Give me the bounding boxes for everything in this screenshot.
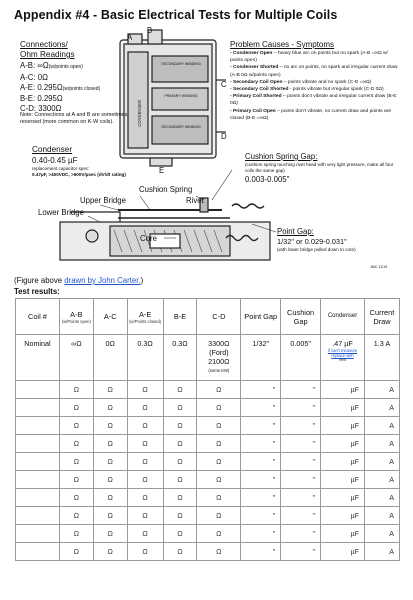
- problem-item: - Condenser Shorted – no arc on points, no spark and irregular current draw (A-B 0Ω w/points open): [230, 65, 398, 78]
- john-carter-link[interactable]: drawn by John Carter.: [64, 276, 141, 285]
- cell-ae-blank[interactable]: Ω: [127, 381, 163, 399]
- cell-ae-blank[interactable]: Ω: [127, 525, 163, 543]
- drawing-credit: JMC 11/19: [370, 265, 388, 269]
- cell-ae-blank[interactable]: Ω: [127, 399, 163, 417]
- reading-ac: A-C: 0Ω: [20, 72, 48, 82]
- cell-current-draw-blank[interactable]: A: [364, 417, 399, 435]
- cell-ab-blank[interactable]: Ω: [59, 417, 93, 435]
- cell-be-blank[interactable]: Ω: [163, 489, 197, 507]
- cell-ab-blank[interactable]: Ω: [59, 399, 93, 417]
- cell-point-gap-blank[interactable]: ": [241, 525, 281, 543]
- cell-current-draw-blank[interactable]: A: [364, 453, 399, 471]
- col-current-draw: Current Draw: [364, 299, 399, 335]
- cell-cd-blank[interactable]: Ω: [197, 507, 241, 525]
- table-row: [16, 525, 400, 543]
- cell-condenser-blank[interactable]: µF: [321, 543, 365, 561]
- col-point-gap: Point Gap: [241, 299, 281, 335]
- terminal-b-label: B: [147, 26, 153, 35]
- cell-coil[interactable]: [16, 489, 60, 507]
- cushion-gap-heading: Cushion Spring Gap:: [245, 152, 318, 161]
- cell-coil[interactable]: [16, 525, 60, 543]
- terminal-e-label: E: [159, 166, 165, 175]
- cell-ab-blank[interactable]: Ω: [59, 453, 93, 471]
- cell-coil[interactable]: [16, 435, 60, 453]
- cell-ac-blank[interactable]: Ω: [93, 471, 127, 489]
- cell-ac-blank[interactable]: Ω: [93, 381, 127, 399]
- cell-point-gap-blank[interactable]: ": [241, 453, 281, 471]
- cell-point-gap-blank[interactable]: ": [241, 471, 281, 489]
- cell-ae-blank[interactable]: Ω: [127, 453, 163, 471]
- test-results-table: [15, 298, 400, 561]
- cell-current-draw-blank[interactable]: A: [364, 489, 399, 507]
- cell-cushion-gap: 0.005": [281, 335, 321, 381]
- cell-current-draw-blank[interactable]: A: [364, 507, 399, 525]
- cell-coil[interactable]: [16, 399, 60, 417]
- reading-ab: A-B: ∞Ω(w/points open): [20, 61, 83, 70]
- condenser-heading: Condenser: [32, 145, 73, 154]
- cell-be-blank[interactable]: Ω: [163, 381, 197, 399]
- cell-condenser-blank[interactable]: µF: [321, 471, 365, 489]
- point-gap-value: 1/32" or 0.029-0.031": [277, 237, 347, 246]
- problem-item: - Primary Coil Open – points don't vibrate, no current draw and points are closed (B-E =∞Ω): [230, 108, 392, 121]
- reading-be: B-E: 0.295Ω: [20, 94, 63, 104]
- cell-current-draw-blank[interactable]: A: [364, 525, 399, 543]
- cell-be-blank[interactable]: Ω: [163, 399, 197, 417]
- condenser-side-label: CONDENSER: [137, 100, 142, 127]
- cell-point-gap-blank[interactable]: ": [241, 543, 281, 561]
- terminal-d-label: D: [221, 132, 227, 141]
- problem-item: - Secondary Coil Open – points vibrate and no spark (C-D =∞Ω): [230, 79, 372, 85]
- table-row: [16, 417, 400, 435]
- problem-item: - Primary Coil Shorted – points don't vibrate and irregular current draw (B-E 0Ω): [230, 94, 397, 107]
- condenser-spec: replacement capacitor spec: 0.47µF, >400VDC, >600V/µsec (dV/dt rating): [32, 166, 126, 177]
- core-label: Core: [140, 234, 157, 243]
- cushion-gap-desc: (cushion spring touching rivet head with very light pressure, make all four coils the same gap): [245, 162, 394, 173]
- cell-condenser-blank[interactable]: µF: [321, 489, 365, 507]
- cell-point-gap-blank[interactable]: ": [241, 381, 281, 399]
- table-row: [16, 543, 400, 561]
- cell-coil[interactable]: [16, 453, 60, 471]
- cell-cd-blank[interactable]: Ω: [197, 543, 241, 561]
- cell-point-gap-blank[interactable]: ": [241, 435, 281, 453]
- cell-be-blank[interactable]: Ω: [163, 543, 197, 561]
- cell-ac-blank[interactable]: Ω: [93, 525, 127, 543]
- terminal-a-label: A: [127, 33, 133, 42]
- cell-ab-blank[interactable]: Ω: [59, 435, 93, 453]
- cell-ae: 0.3Ω: [127, 335, 163, 381]
- secondary-winding-bottom-label: SECONDARY WINDING: [161, 125, 201, 129]
- cell-condenser-blank[interactable]: µF: [321, 525, 365, 543]
- cell-cd-blank[interactable]: Ω: [197, 525, 241, 543]
- col-ac: A-C: [93, 299, 127, 335]
- cell-ab-blank[interactable]: Ω: [59, 381, 93, 399]
- cell-condenser-blank[interactable]: µF: [321, 435, 365, 453]
- cell-ac-blank[interactable]: Ω: [93, 435, 127, 453]
- cell-cd-blank[interactable]: Ω: [197, 471, 241, 489]
- cell-point-gap-blank[interactable]: ": [241, 417, 281, 435]
- lower-bridge-label: Lower Bridge: [38, 208, 84, 217]
- cell-cushion-gap-blank[interactable]: ": [281, 543, 321, 561]
- col-cd: C-D: [197, 299, 241, 335]
- col-coil: Coil #: [16, 299, 60, 335]
- point-gap-desc: (with lower bridge pulled down to core): [277, 247, 356, 252]
- problems-list: [230, 50, 402, 122]
- terminal-c-label: C: [221, 80, 227, 89]
- cell-ae-blank[interactable]: Ω: [127, 471, 163, 489]
- col-condenser: Condenser: [321, 299, 365, 335]
- cell-condenser-blank[interactable]: µF: [321, 417, 365, 435]
- cell-coil[interactable]: [16, 543, 60, 561]
- cushion-gap-value: 0.003-0.005": [245, 175, 290, 184]
- table-row: [16, 453, 400, 471]
- cell-ac-blank[interactable]: Ω: [93, 399, 127, 417]
- cell-ab-blank[interactable]: Ω: [59, 525, 93, 543]
- cell-ac-blank[interactable]: Ω: [93, 453, 127, 471]
- reading-cd: C-D: 3300Ω: [20, 104, 62, 114]
- page-title: Appendix #4 - Basic Electrical Tests for Multiple Coils: [14, 8, 338, 22]
- cell-current-draw: 1.3 A: [364, 335, 399, 381]
- cell-be-blank[interactable]: Ω: [163, 471, 197, 489]
- table-header-row: [16, 299, 400, 335]
- cell-ab: ∞Ω: [59, 335, 93, 381]
- cell-ab-blank[interactable]: Ω: [59, 471, 93, 489]
- cell-cushion-gap-blank[interactable]: ": [281, 471, 321, 489]
- cell-coil[interactable]: [16, 507, 60, 525]
- test-results-heading: Test results:: [14, 287, 60, 296]
- cell-point-gap-blank[interactable]: ": [241, 399, 281, 417]
- cell-point-gap-blank[interactable]: ": [241, 489, 281, 507]
- problem-item: - Condenser Open – heavy blue arc on points but no spark (A-B =∞Ω w/ points open): [230, 51, 388, 64]
- reading-ae: A-E: 0.295Ω(w/points closed): [20, 82, 101, 92]
- cell-ac-blank[interactable]: Ω: [93, 489, 127, 507]
- cell-point-gap-blank[interactable]: ": [241, 507, 281, 525]
- col-cushion-gap: Cushion Gap: [281, 299, 321, 335]
- cell-current-draw-blank[interactable]: A: [364, 381, 399, 399]
- point-gap-heading: Point Gap:: [277, 227, 314, 236]
- cell-ac: 0Ω: [93, 335, 127, 381]
- cell-cushion-gap-blank[interactable]: ": [281, 507, 321, 525]
- condenser-value: 0.40-0.45 µF: [32, 156, 78, 165]
- connections-heading: Connections/ Ohm Readings: [20, 40, 75, 59]
- cell-ae-blank[interactable]: Ω: [127, 507, 163, 525]
- cell-condenser: .47 µF if can't measure replace with new: [321, 335, 365, 381]
- cell-cushion-gap-blank[interactable]: ": [281, 435, 321, 453]
- cell-ab-blank[interactable]: Ω: [59, 543, 93, 561]
- table-row: [16, 471, 400, 489]
- cell-coil[interactable]: [16, 417, 60, 435]
- cell-ac-blank[interactable]: Ω: [93, 543, 127, 561]
- cell-cushion-gap-blank[interactable]: ": [281, 453, 321, 471]
- upper-bridge-label: Upper Bridge: [80, 196, 126, 205]
- cell-be: 0.3Ω: [163, 335, 197, 381]
- cell-coil[interactable]: [16, 381, 60, 399]
- table-row: [16, 507, 400, 525]
- cell-cd-blank[interactable]: Ω: [197, 489, 241, 507]
- cell-current-draw-blank[interactable]: A: [364, 543, 399, 561]
- cell-cushion-gap-blank[interactable]: ": [281, 489, 321, 507]
- col-ab: A-B (w/Points open): [59, 299, 93, 335]
- secondary-winding-top-label: SECONDARY WINDING: [161, 62, 201, 66]
- table-row: [16, 435, 400, 453]
- problem-item: - Secondary Coil Shorted - points vibrate but irregular spark (C-D 0Ω): [230, 87, 384, 93]
- figure-caption: (Figure above drawn by John Carter.): [14, 276, 144, 285]
- cell-coil[interactable]: [16, 471, 60, 489]
- col-ae: A-E (w/Points closed): [127, 299, 163, 335]
- cell-cushion-gap-blank[interactable]: ": [281, 417, 321, 435]
- cell-ac-blank[interactable]: Ω: [93, 417, 127, 435]
- ohm-readings-list: [20, 61, 100, 114]
- cell-be-blank[interactable]: Ω: [163, 417, 197, 435]
- primary-winding-label: PRIMARY WINDING: [164, 94, 198, 98]
- rivet-label: Rivet: [186, 196, 204, 205]
- cell-cd-blank[interactable]: Ω: [197, 417, 241, 435]
- cushion-spring-label: Cushion Spring: [139, 185, 193, 194]
- cell-be-blank[interactable]: Ω: [163, 453, 197, 471]
- problems-heading: Problem Causes - Symptoms: [230, 40, 335, 49]
- connections-note: Note: Connections at A and B are sometimes reversed (more common on K-W coils).: [20, 112, 128, 125]
- cell-ab-blank[interactable]: Ω: [59, 507, 93, 525]
- cell-ae-blank[interactable]: Ω: [127, 489, 163, 507]
- cell-be-blank[interactable]: Ω: [163, 435, 197, 453]
- cell-ae-blank[interactable]: Ω: [127, 417, 163, 435]
- cell-cd-blank[interactable]: Ω: [197, 381, 241, 399]
- cell-be-blank[interactable]: Ω: [163, 507, 197, 525]
- cell-cd: 3300Ω (Ford) 2100Ω (some KW): [197, 335, 241, 381]
- cell-condenser-blank[interactable]: µF: [321, 507, 365, 525]
- cell-cd-blank[interactable]: Ω: [197, 453, 241, 471]
- cell-be-blank[interactable]: Ω: [163, 525, 197, 543]
- cell-ac-blank[interactable]: Ω: [93, 507, 127, 525]
- cell-coil: Nominal: [16, 335, 60, 381]
- cell-cushion-gap-blank[interactable]: ": [281, 399, 321, 417]
- cell-ae-blank[interactable]: Ω: [127, 435, 163, 453]
- cell-ab-blank[interactable]: Ω: [59, 489, 93, 507]
- table-row: [16, 399, 400, 417]
- cell-cushion-gap-blank[interactable]: ": [281, 381, 321, 399]
- table-row: [16, 381, 400, 399]
- cell-current-draw-blank[interactable]: A: [364, 471, 399, 489]
- cell-current-draw-blank[interactable]: A: [364, 435, 399, 453]
- cell-point-gap: 1/32": [241, 335, 281, 381]
- cell-ae-blank[interactable]: Ω: [127, 543, 163, 561]
- cell-cd-blank[interactable]: Ω: [197, 399, 241, 417]
- table-row: [16, 489, 400, 507]
- cell-condenser-blank[interactable]: µF: [321, 381, 365, 399]
- cell-cd-blank[interactable]: Ω: [197, 435, 241, 453]
- table-row-nominal: [16, 335, 400, 381]
- condenser-replace-link[interactable]: if can't measure replace with: [327, 348, 358, 358]
- cell-cushion-gap-blank[interactable]: ": [281, 525, 321, 543]
- cell-current-draw-blank[interactable]: A: [364, 399, 399, 417]
- col-be: B-E: [163, 299, 197, 335]
- cell-condenser-blank[interactable]: µF: [321, 453, 365, 471]
- cell-condenser-blank[interactable]: µF: [321, 399, 365, 417]
